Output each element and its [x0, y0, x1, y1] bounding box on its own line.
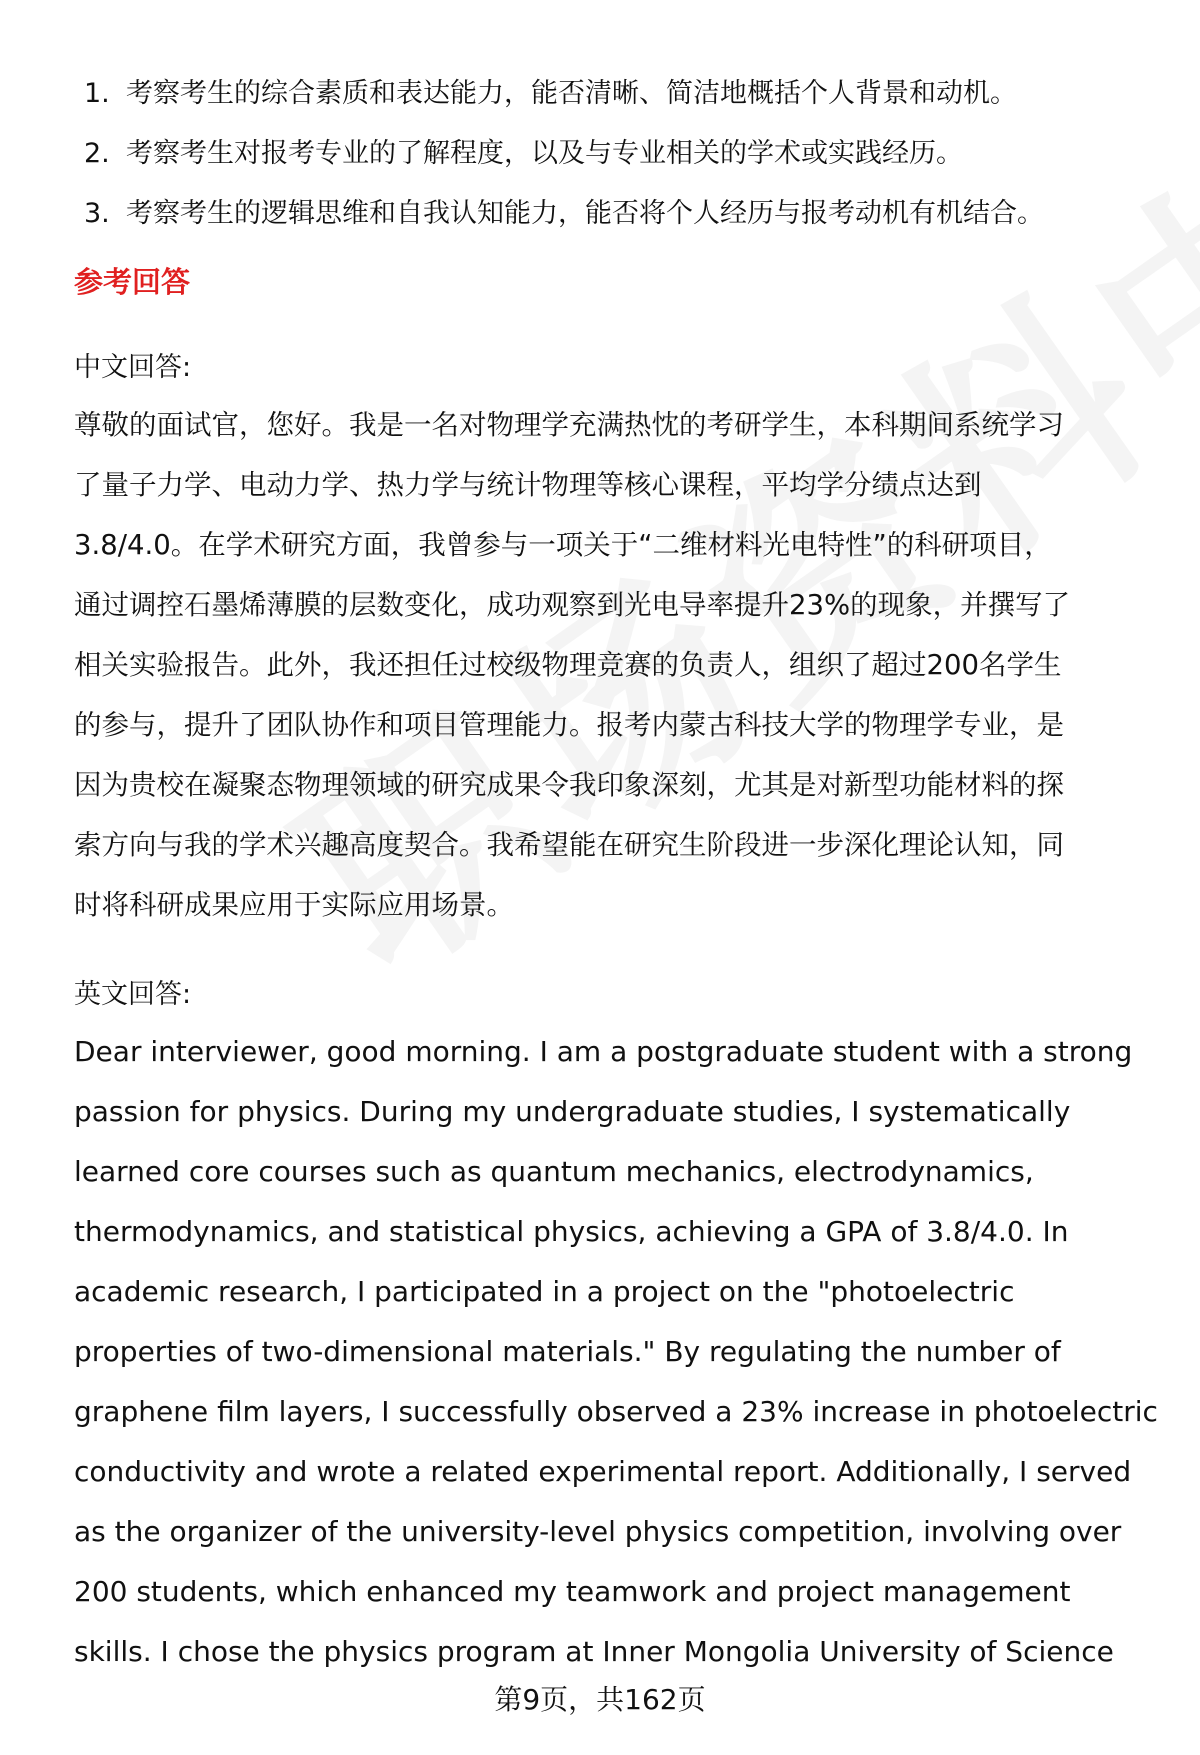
list-number: 3. — [84, 198, 110, 229]
criteria-list — [74, 64, 1174, 244]
chinese-answer-label: 中文回答: — [74, 352, 192, 383]
text-line: learned core courses such as quantum mechanics, electrodynamics, — [74, 1155, 1034, 1188]
text-line: 3.8/4.0。在学术研究方面，我曾参与一项关于“二维材料光电特性”的科研项目， — [74, 529, 1052, 561]
chinese-answer-body — [74, 395, 1154, 935]
text-line: 相关实验报告。此外，我还担任过校级物理竞赛的负责人，组织了超过200名学生 — [74, 649, 1062, 681]
list-item — [74, 64, 1174, 124]
text-line: 索方向与我的学术兴趣高度契合。我希望能在研究生阶段进一步深化理论认知，同 — [74, 829, 1064, 861]
text-line: 时将科研成果应用于实际应用场景。 — [74, 889, 514, 921]
text-line: graphene film layers, I successfully observed a 23% increase in photoelectric — [74, 1395, 1158, 1428]
text-line: Dear interviewer, good morning. I am a postgraduate student with a strong — [74, 1035, 1133, 1068]
text-line: 了量子力学、电动力学、热力学与统计物理等核心课程，平均学分绩点达到 — [74, 469, 982, 501]
reference-answer-heading: 参考回答 — [74, 265, 191, 299]
text-line: 因为贵校在凝聚态物理领域的研究成果令我印象深刻，尤其是对新型功能材料的探 — [74, 769, 1064, 801]
list-item-text: 考察考生对报考专业的了解程度，以及与专业相关的学术或实践经历。 — [126, 138, 963, 169]
list-item — [74, 124, 1174, 184]
text-line: 尊敬的面试官，您好。我是一名对物理学充满热忱的考研学生，本科期间系统学习 — [74, 409, 1064, 441]
text-line: conductivity and wrote a related experimental report. Additionally, I served — [74, 1455, 1132, 1488]
list-item-text: 考察考生的综合素质和表达能力，能否清晰、简洁地概括个人背景和动机。 — [126, 78, 1017, 109]
list-number: 1. — [84, 78, 110, 109]
text-line: as the organizer of the university-level physics competition, involving over — [74, 1515, 1122, 1548]
english-answer-body — [74, 1022, 1158, 1682]
english-answer-label: 英文回答: — [74, 979, 192, 1010]
list-number: 2. — [84, 138, 110, 169]
text-line: 的参与，提升了团队协作和项目管理能力。报考内蒙古科技大学的物理学专业，是 — [74, 709, 1064, 741]
list-item-text: 考察考生的逻辑思维和自我认知能力，能否将个人经历与报考动机有机结合。 — [126, 198, 1044, 229]
text-line: passion for physics. During my undergraduate studies, I systematically — [74, 1095, 1071, 1128]
text-line: academic research, I participated in a project on the "photoelectric — [74, 1275, 1015, 1308]
text-line: properties of two-dimensional materials." By regulating the number of — [74, 1335, 1061, 1368]
text-line: 200 students, which enhanced my teamwork and project management — [74, 1575, 1071, 1608]
list-item — [74, 184, 1174, 244]
text-line: 通过调控石墨烯薄膜的层数变化，成功观察到光电导率提升23%的现象，并撰写了 — [74, 589, 1071, 621]
text-line: thermodynamics, and statistical physics, achieving a GPA of 3.8/4.0. In — [74, 1215, 1069, 1248]
text-line: skills. I chose the physics program at Inner Mongolia University of Science — [74, 1635, 1114, 1668]
page-number-footer: 第9页，共162页 — [494, 1683, 706, 1716]
